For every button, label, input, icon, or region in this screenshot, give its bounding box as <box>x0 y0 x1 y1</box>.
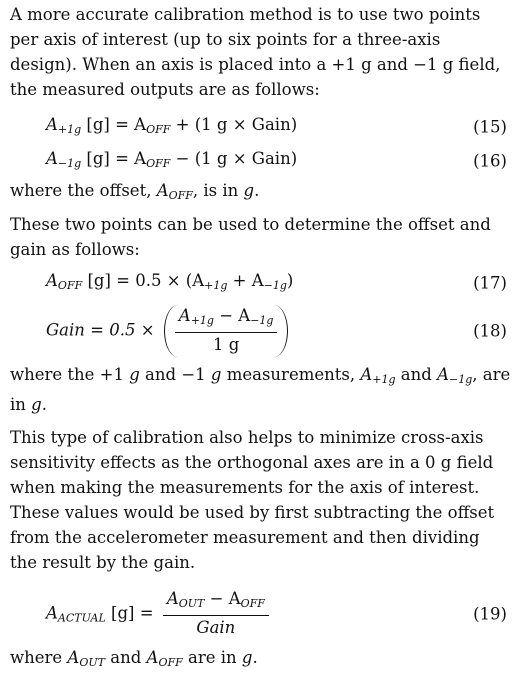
equation-15 <box>10 110 511 144</box>
eq19-var: A <box>46 603 58 623</box>
eq18-lhs: Gain = 0.5 × <box>46 320 160 340</box>
eq18-fraction: $\frac{A_{+1g} - A_{-1g}}{1 g}$ <box>175 305 278 357</box>
paragraph-offset-note: where the offset, $A_{OFF}$, is in g. <box>10 181 260 202</box>
eq16-sub: −1g <box>57 157 82 170</box>
equation-19: $A_{ACTUAL}$ [g] = $\frac{A_{OUT} - A_{OFF}}{\text{Gain}}$ (19) <box>10 583 511 645</box>
paragraph-cross-axis: This type of calibration also helps to minimize cross-axis sensitivity effects as the orthogonal axes are in a 0 g field when making the measurements for the axis of interest. These values would be used by first subtracting the offset from the accelerometer measurement and then dividing the result by the gain. <box>10 428 495 572</box>
eq15-sub: +1g <box>57 123 82 136</box>
paragraph-two-points: These two points can be used to determine the offset and gain as follows: <box>10 215 491 259</box>
equation-number-15: (15) <box>473 117 507 137</box>
eq15-rhs: + (1 g × Gain) <box>170 115 298 134</box>
equation-16 <box>10 144 511 178</box>
equation-18 <box>10 300 511 362</box>
equation-number-18: (18) <box>473 321 507 341</box>
eq16-mid: [g] = A <box>81 149 147 168</box>
eq18-paren <box>164 305 289 357</box>
equation-number-17: (17) <box>473 273 507 293</box>
equation-number-16: (16) <box>473 151 507 171</box>
paragraph-measurements: where the +1 g and −1 g measurements, $A_{+1g}$ and $A_{-1g}$, are in g. <box>10 365 511 414</box>
eq15-off: OFF <box>146 123 171 136</box>
eq19-fraction: $\frac{A_{OUT} - A_{OFF}}{\text{Gain}}$ <box>163 588 269 640</box>
equation-number-19: (19) <box>473 604 507 624</box>
paragraph-final: where $A_{OUT}$ and $A_{OFF}$ are in g. <box>10 648 258 669</box>
paragraph-intro: A more accurate calibration method is to use two points per axis of interest (up to six points for a three-axis design). When an axis is placed into a +1 g and −1 g field, the measured outputs are as follows: <box>10 5 501 99</box>
equation-17: $A_{OFF}$ $[g] = 0.5 \times (A_{+1g} + A_{-1g})$ (17) <box>10 266 511 300</box>
eq16-rhs: − (1 g × Gain) <box>170 149 298 168</box>
eq15-var: A <box>46 115 58 134</box>
eq15-mid: [g] = A <box>81 115 147 134</box>
eq17-var: A <box>46 271 58 290</box>
eq16-off: OFF <box>146 157 171 170</box>
eq16-var: A <box>46 149 58 168</box>
